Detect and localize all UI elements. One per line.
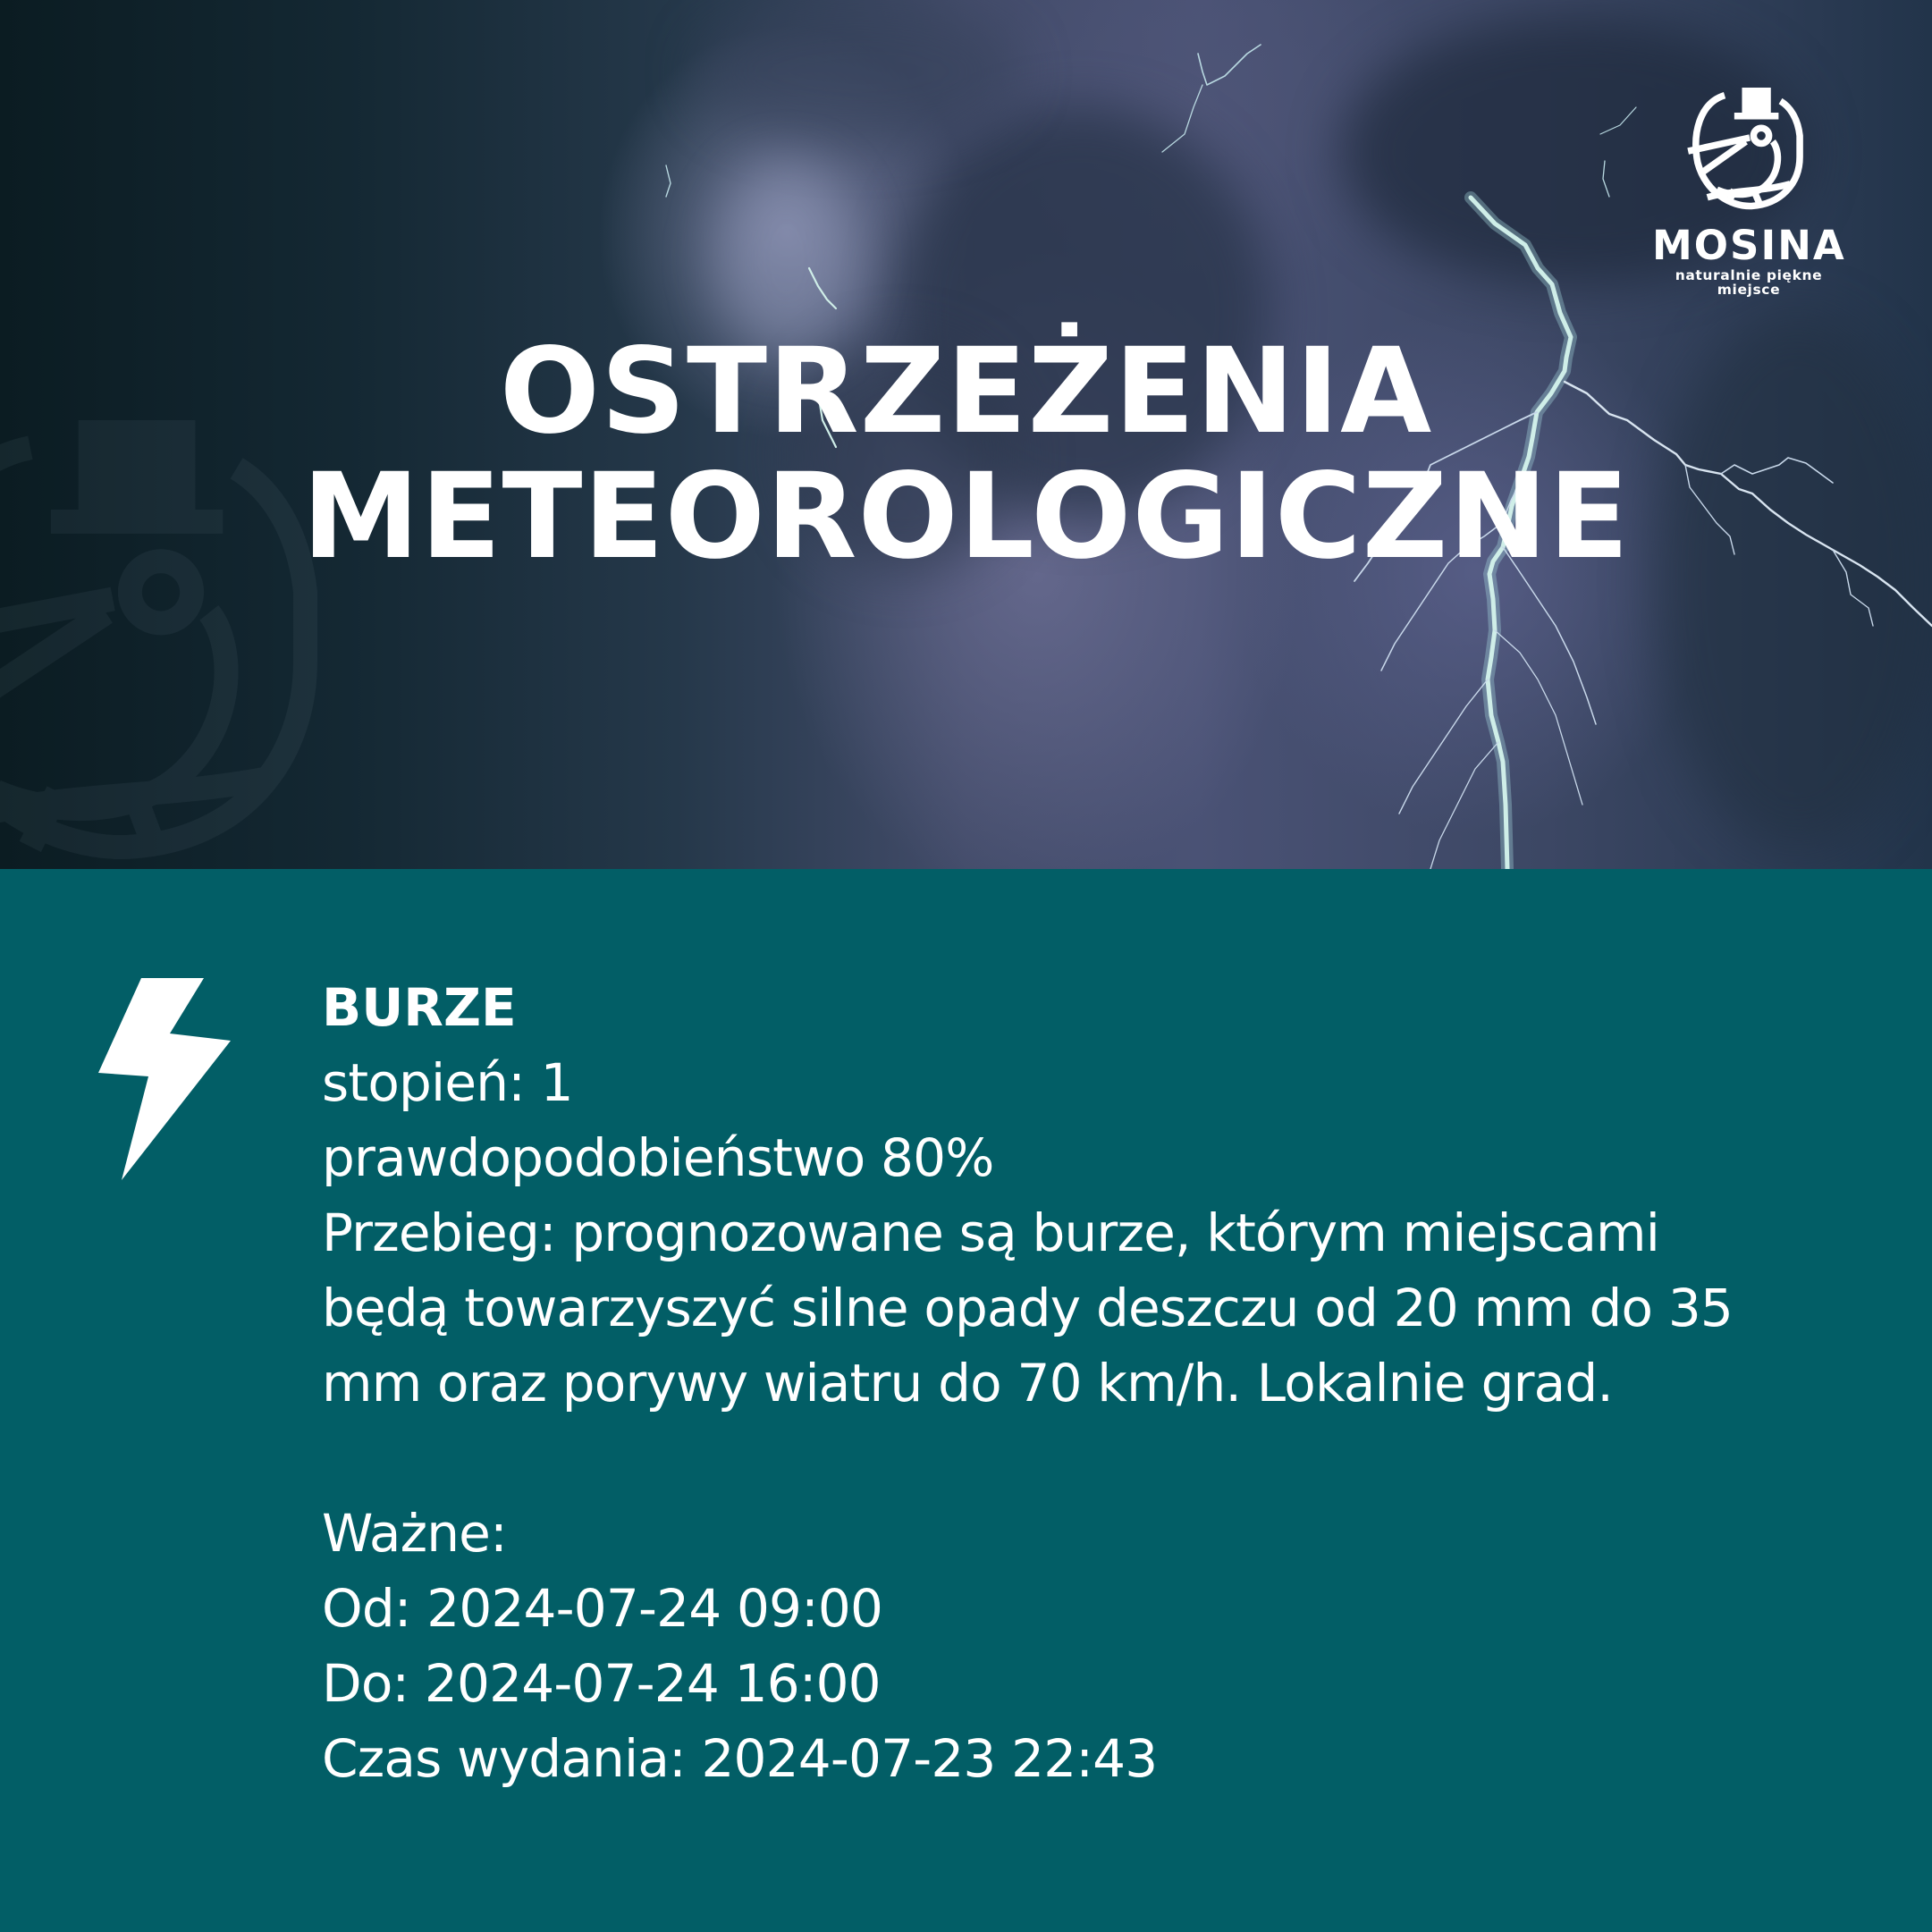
title-line-1: OSTRZEŻENIA [499, 323, 1433, 460]
hero-storm-photo [0, 0, 1932, 869]
brand-tagline: naturalnie piękne miejsce [1675, 267, 1823, 298]
issued-time: Czas wydania: 2024-07-23 22:43 [322, 1728, 1158, 1789]
valid-from: Od: 2024-07-24 09:00 [322, 1578, 883, 1639]
warning-degree: stopień: 1 [322, 1052, 573, 1113]
title-line-2: METEOROLOGICZNE [301, 448, 1631, 586]
brand-name: MOSINA [1652, 222, 1846, 269]
warning-probability: prawdopodobieństwo 80% [322, 1127, 994, 1188]
warning-description-line: mm oraz porywy wiatru do 70 km/h. Lokalnie grad. [322, 1353, 1614, 1413]
brand-logo [1652, 88, 1845, 297]
warning-description-line: Przebieg: prognozowane są burze, którym miejscami [322, 1202, 1660, 1263]
mosina-bird-emblem-icon [1686, 88, 1811, 213]
warning-description-line: będą towarzyszyć silne opady deszczu od 20 mm do 35 [322, 1278, 1734, 1338]
warning-type: BURZE [322, 977, 517, 1038]
lightning-bolt-icon [97, 976, 232, 1182]
valid-label: Ważne: [322, 1503, 507, 1564]
valid-to: Do: 2024-07-24 16:00 [322, 1653, 881, 1714]
